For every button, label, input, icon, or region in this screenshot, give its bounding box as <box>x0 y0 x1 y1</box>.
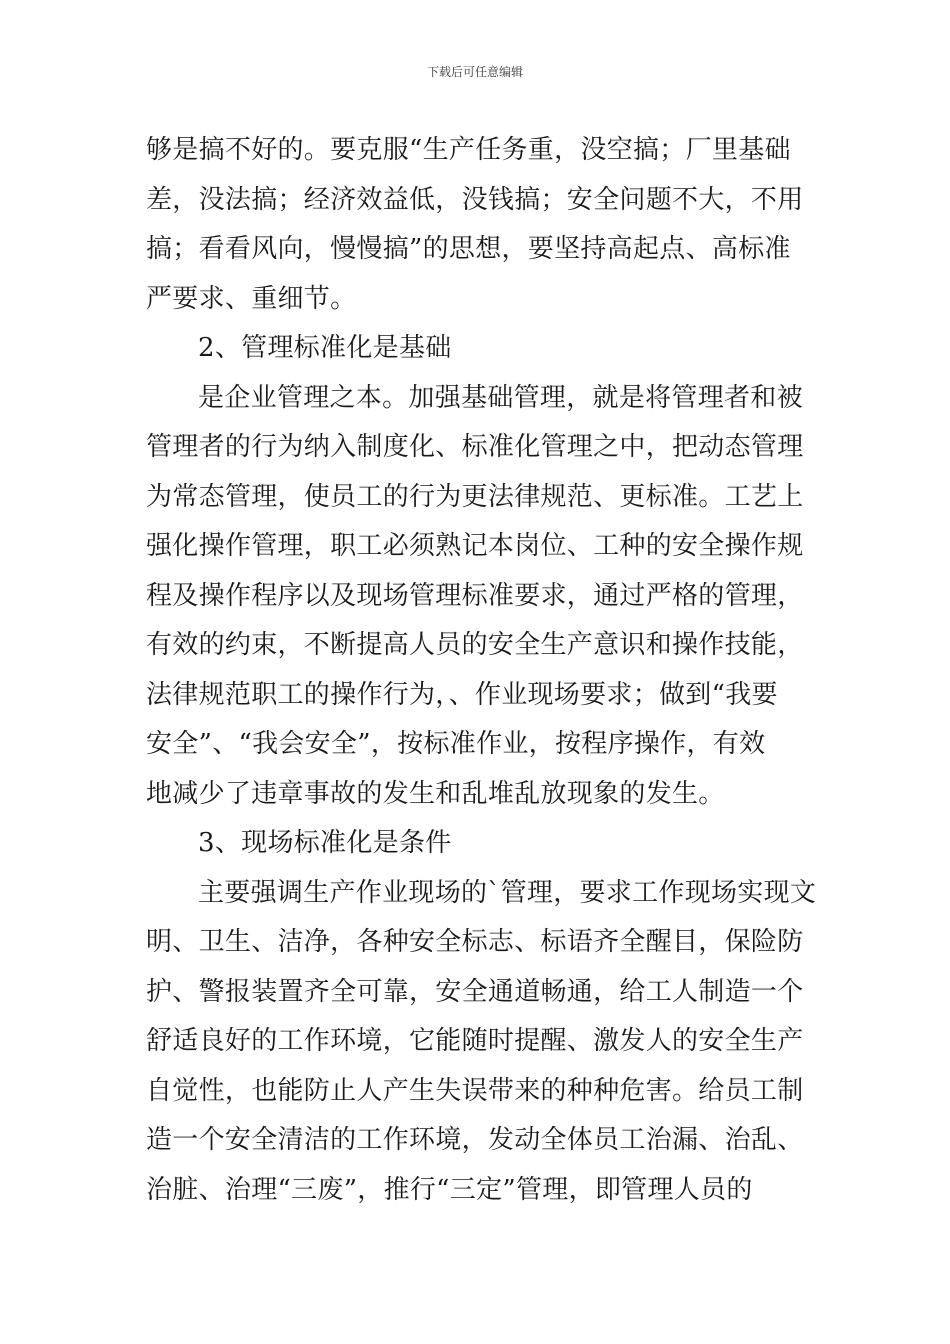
text-line: 造一个安全清洁的工作环境，发动全体员工治漏、治乱、 <box>146 1125 804 1155</box>
text-line: 治脏、治理“三废”，推行“三定”管理，即管理人员的 <box>146 1174 753 1205</box>
text-line: 差，没法搞；经济效益低，没钱搞；安全问题不大，不用 <box>146 184 804 215</box>
text-line: 舒适良好的工作环境，它能随时提醒、激发人的安全生产 <box>146 1026 804 1056</box>
document-body <box>146 126 817 1215</box>
text-line: 护、警报装置齐全可靠，安全通道畅通，给工人制造一个 <box>146 976 804 1007</box>
text-line: 有效的约束，不断提高人员的安全生产意识和操作技能， <box>146 630 804 660</box>
text-line: 够是搞不好的。要克服“生产任务重，没空搞；厂里基础 <box>146 135 791 165</box>
text-line: 是企业管理之本。加强基础管理，就是将管理者和被 <box>198 382 803 413</box>
text-line: 法律规范职工的操作行为，、作业现场要求；做到“我要 <box>146 679 778 710</box>
text-line: 地减少了违章事故的发生和乱堆乱放现象的发生。 <box>146 778 725 809</box>
text-line: 程及操作程序以及现场管理标准要求，通过严格的管理， <box>146 580 804 611</box>
section-heading: 3、现场标准化是条件 <box>198 828 452 858</box>
page-header: 下载后可任意编辑 <box>426 65 523 79</box>
text-line: 为常态管理，使员工的行为更法律规范、更标准。工艺上 <box>146 481 804 512</box>
text-line: 管理者的行为纳入制度化、标准化管理之中，把动态管理 <box>146 432 804 462</box>
text-line: 强化操作管理，职工必须熟记本岗位、工种的安全操作规 <box>146 531 804 561</box>
text-line: 自觉性，也能防止人产生失误带来的种种危害。给员工制 <box>146 1075 804 1106</box>
text-line: 搞；看看风向，慢慢搞”的思想，要坚持高起点、高标准 <box>146 234 791 264</box>
text-line: 主要强调生产作业现场的`管理，要求工作现场实现文 <box>198 877 817 908</box>
text-line: 安全”、“我会安全”，按标准作业，按程序操作，有效 <box>146 729 766 759</box>
text-line: 严要求、重细节。 <box>146 283 357 314</box>
section-heading: 2、管理标准化是基础 <box>198 333 452 363</box>
text-line: 明、卫生、洁净，各种安全标志、标语齐全醒目，保险防 <box>146 927 804 957</box>
